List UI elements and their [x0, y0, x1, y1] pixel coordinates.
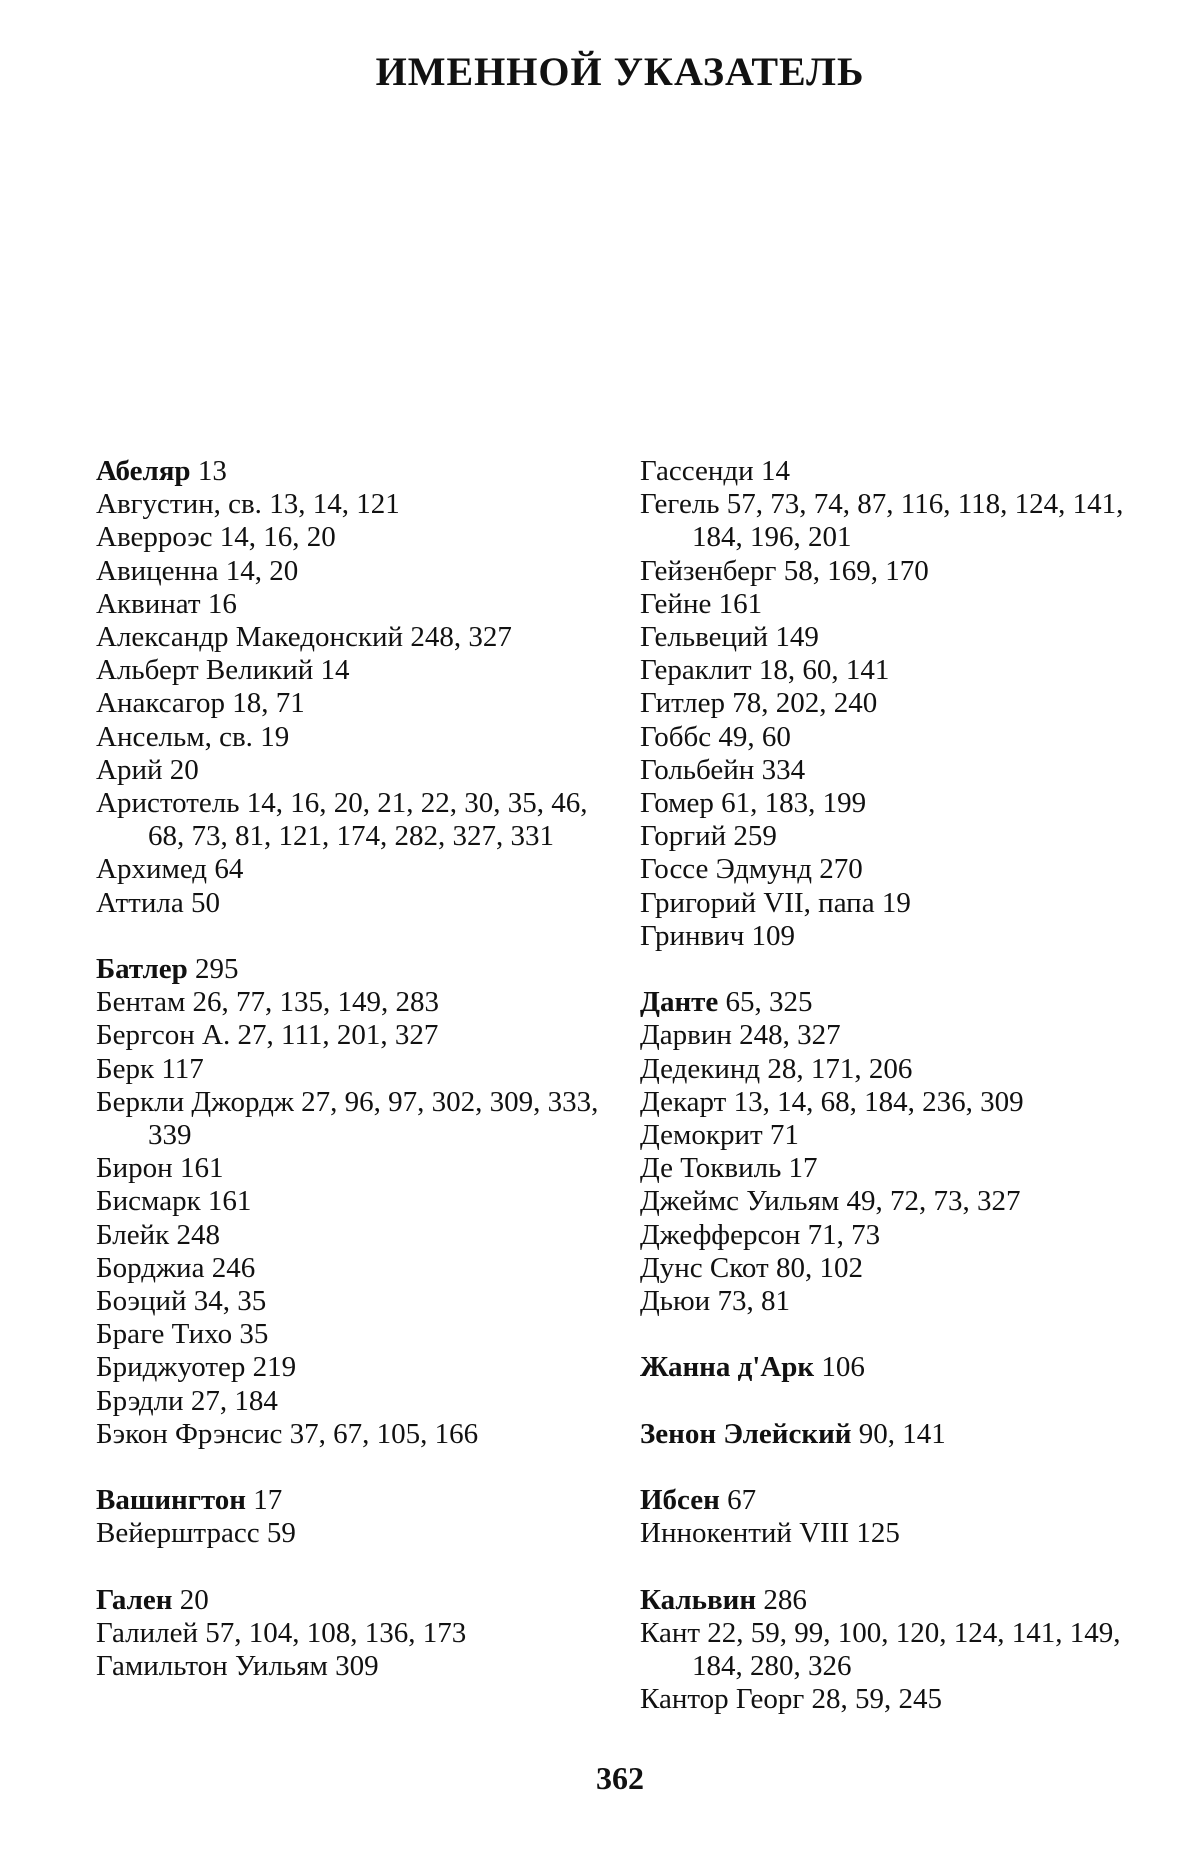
entry-page-refs: 161 [718, 587, 763, 620]
index-entry [640, 654, 1160, 687]
entry-page-refs: 49, 60 [718, 720, 791, 753]
index-entry [96, 1351, 616, 1384]
entry-page-refs: 14 [320, 654, 350, 687]
entry-page-refs: 34, 35 [193, 1285, 267, 1318]
index-entry [640, 721, 1160, 754]
entry-name: Гален [96, 1583, 173, 1616]
index-entry [96, 1219, 616, 1252]
index-entry [640, 754, 1160, 787]
index-entry [96, 1285, 616, 1318]
index-entry [96, 1019, 616, 1052]
entry-name: Джефферсон [640, 1218, 801, 1251]
entry-page-refs: 18, 71 [232, 687, 305, 720]
index-entry [96, 555, 616, 588]
entry-page-refs: 57, 104, 108, 136, 173 [205, 1617, 467, 1650]
entry-name: Кант [640, 1617, 701, 1650]
index-entry [640, 1418, 1160, 1451]
index-entry [640, 1351, 1160, 1384]
entry-name: Гераклит [640, 654, 752, 687]
index-entry [96, 787, 616, 853]
index-entry [96, 1385, 616, 1418]
entry-name: Госсе Эдмунд [640, 853, 812, 886]
entry-name: Дьюи [640, 1285, 711, 1318]
entry-name: Данте [640, 986, 719, 1019]
index-entry [96, 1185, 616, 1218]
index-entry [96, 1252, 616, 1285]
entry-page-refs: 14 [760, 455, 790, 487]
entry-page-refs: 259 [733, 820, 777, 853]
entry-page-refs: 27, 111, 201, 327 [237, 1019, 439, 1052]
entry-page-refs: 78, 202, 240 [732, 687, 878, 720]
entry-page-refs: 90, 141 [858, 1417, 946, 1450]
index-entry [640, 1119, 1160, 1152]
index-entry [96, 1053, 616, 1086]
index-entry [640, 820, 1160, 853]
entry-name: Бриджуотер [96, 1351, 246, 1384]
index-entry [640, 1484, 1160, 1517]
index-entry [640, 1517, 1160, 1550]
entry-name: Горгий [640, 820, 727, 853]
entry-page-refs: 17 [253, 1484, 283, 1517]
entry-name: Альберт Великий [96, 654, 314, 687]
letter-group-spacer [640, 1318, 1160, 1351]
index-entry [96, 1152, 616, 1185]
entry-page-refs: 27, 96, 97, 302, 309, 333, 339 [148, 1085, 599, 1152]
index-entry [640, 1219, 1160, 1252]
index-entry [640, 1019, 1160, 1052]
entry-name: Берк [96, 1052, 155, 1085]
entry-name: Бергсон А. [96, 1019, 231, 1052]
index-entry [640, 1053, 1160, 1086]
index-entry [96, 455, 616, 488]
index-entry [96, 521, 616, 554]
index-entry [96, 1617, 616, 1650]
entry-page-refs: 14, 20 [225, 554, 299, 587]
entry-page-refs: 71, 73 [807, 1218, 881, 1251]
index-entry [640, 555, 1160, 588]
index-entry [96, 1318, 616, 1351]
entry-name: Ансельм, св. [96, 720, 253, 753]
entry-name: Аристотель [96, 787, 240, 820]
index-entry [96, 1650, 616, 1683]
entry-page-refs: 13, 14, 68, 184, 236, 309 [733, 1085, 1024, 1118]
entry-name: Анаксагор [96, 687, 225, 720]
entry-name: Гитлер [640, 687, 725, 720]
entry-name: Джеймс Уильям [640, 1185, 840, 1218]
entry-name: Батлер [96, 953, 188, 986]
letter-group-spacer [96, 920, 616, 953]
entry-page-refs: 59 [266, 1517, 296, 1550]
index-entry [96, 654, 616, 687]
entry-page-refs: 65, 325 [725, 986, 813, 1019]
entry-page-refs: 248 [176, 1218, 220, 1251]
entry-page-refs: 73, 81 [717, 1285, 790, 1318]
index-entry [640, 1185, 1160, 1218]
entry-name: Ибсен [640, 1484, 720, 1517]
entry-name: Дедекинд [640, 1052, 761, 1085]
entry-page-refs: 248, 327 [739, 1019, 841, 1052]
entry-name: Дунс Скот [640, 1251, 769, 1284]
letter-group-spacer [640, 953, 1160, 986]
entry-page-refs: 13, 14, 121 [269, 488, 400, 521]
entry-page-refs: 13 [197, 455, 227, 487]
entry-page-refs: 67 [727, 1484, 757, 1517]
entry-page-refs: 16 [207, 587, 237, 620]
entry-page-refs: 248, 327 [410, 621, 512, 654]
entry-page-refs: 26, 77, 135, 149, 283 [192, 986, 440, 1019]
entry-page-refs: 18, 60, 141 [758, 654, 890, 687]
index-entry [640, 853, 1160, 886]
entry-page-refs: 61, 183, 199 [721, 787, 867, 820]
entry-page-refs: 125 [856, 1517, 900, 1550]
entry-page-refs: 58, 169, 170 [783, 554, 929, 587]
letter-group-spacer [96, 1551, 616, 1584]
entry-name: Де Токвиль [640, 1152, 782, 1185]
entry-page-refs: 161 [207, 1185, 252, 1218]
index-entry [96, 953, 616, 986]
entry-name: Декарт [640, 1085, 727, 1118]
entry-name: Гоббс [640, 720, 712, 753]
entry-page-refs: 64 [214, 853, 244, 886]
index-entry [640, 1086, 1160, 1119]
entry-name: Гассенди [640, 455, 754, 487]
page-number: 362 [596, 1760, 644, 1796]
index-entry [640, 488, 1160, 554]
index-entry [640, 1683, 1160, 1716]
entry-name: Зенон Элейский [640, 1417, 852, 1450]
entry-name: Гейне [640, 587, 712, 620]
entry-name: Кальвин [640, 1583, 757, 1616]
entry-page-refs: 37, 67, 105, 166 [289, 1417, 479, 1450]
entry-name: Вейерштрасс [96, 1517, 260, 1550]
entry-name: Бэкон Фрэнсис [96, 1417, 283, 1450]
entry-name: Григорий VII, папа [640, 886, 875, 919]
entry-page-refs: 14, 16, 20, 21, 22, 30, 35, 46, 68, 73, 81, 121, 174, 282, 327, 331 [148, 787, 588, 853]
entry-name: Беркли Джордж [96, 1085, 294, 1118]
index-entry [640, 588, 1160, 621]
index-entry [96, 887, 616, 920]
entry-name: Гамильтон Уильям [96, 1650, 328, 1683]
index-entry [640, 1152, 1160, 1185]
entry-page-refs: 50 [190, 886, 220, 919]
entry-name: Авиценна [96, 554, 219, 587]
entry-page-refs: 19 [881, 886, 911, 919]
entry-page-refs: 295 [194, 953, 239, 986]
entry-name: Бисмарк [96, 1185, 201, 1218]
entry-page-refs: 20 [179, 1583, 209, 1616]
page-title: ИМЕННОЙ УКАЗАТЕЛЬ [375, 49, 865, 94]
entry-name: Блейк [96, 1218, 170, 1251]
index-entry [640, 986, 1160, 1019]
entry-name: Гегель [640, 488, 720, 521]
entry-name: Жанна д'Арк [640, 1351, 815, 1384]
entry-name: Брэдли [96, 1384, 184, 1417]
entry-name: Гельвеций [640, 621, 769, 654]
letter-group-spacer [640, 1385, 1160, 1418]
index-entry [640, 887, 1160, 920]
index-entry [640, 920, 1160, 953]
entry-name: Демокрит [640, 1119, 763, 1152]
entry-page-refs: 19 [260, 720, 290, 753]
index-entry [96, 1517, 616, 1550]
entry-name: Абеляр [96, 455, 191, 487]
letter-group-spacer [640, 1451, 1160, 1484]
index-entry [96, 1584, 616, 1617]
index-entry [96, 588, 616, 621]
entry-name: Браге Тихо [96, 1318, 233, 1351]
entry-page-refs: 17 [788, 1152, 818, 1185]
entry-name: Аверроэс [96, 521, 213, 554]
entry-name: Галилей [96, 1617, 199, 1650]
index-entry [640, 1617, 1160, 1683]
index-entry [96, 1418, 616, 1451]
index-entry [640, 1252, 1160, 1285]
index-entry [640, 1584, 1160, 1617]
entry-page-refs: 161 [179, 1152, 224, 1185]
entry-page-refs: 109 [751, 919, 796, 952]
entry-page-refs: 80, 102 [775, 1251, 863, 1284]
index-column-right [640, 455, 1160, 1717]
letter-group-spacer [96, 1451, 616, 1484]
entry-page-refs: 334 [761, 753, 806, 786]
entry-page-refs: 14, 16, 20 [219, 521, 336, 554]
index-entry [96, 621, 616, 654]
index-entry [640, 787, 1160, 820]
entry-name: Бентам [96, 986, 186, 1019]
entry-name: Бирон [96, 1152, 173, 1185]
entry-name: Вашингтон [96, 1484, 246, 1517]
entry-name: Гейзенберг [640, 554, 777, 587]
entry-name: Гринвич [640, 919, 745, 952]
entry-name: Арий [96, 753, 163, 786]
entry-name: Аквинат [96, 587, 201, 620]
entry-page-refs: 28, 171, 206 [767, 1052, 913, 1085]
index-entry [96, 1484, 616, 1517]
entry-name: Гомер [640, 787, 714, 820]
index-entry [640, 621, 1160, 654]
index-entry [96, 754, 616, 787]
entry-page-refs: 246 [211, 1251, 256, 1284]
index-entry [96, 1086, 616, 1152]
entry-name: Архимед [96, 853, 208, 886]
entry-name: Боэций [96, 1285, 187, 1318]
entry-name: Иннокентий VIII [640, 1517, 850, 1550]
entry-page-refs: 27, 184 [190, 1384, 278, 1417]
index-entry [640, 687, 1160, 720]
entry-page-refs: 149 [775, 621, 819, 654]
index-entry [96, 853, 616, 886]
entry-page-refs: 22, 59, 99, 100, 120, 124, 141, 149, 184, 280, 326 [692, 1617, 1121, 1683]
index-entry [96, 721, 616, 754]
index-entry [96, 986, 616, 1019]
entry-page-refs: 20 [169, 753, 199, 786]
entry-page-refs: 286 [763, 1583, 807, 1616]
index-column-left [96, 455, 616, 1683]
entry-name: Августин, св. [96, 488, 262, 521]
index-entry [96, 687, 616, 720]
entry-name: Борджиа [96, 1251, 205, 1284]
entry-page-refs: 219 [252, 1351, 297, 1384]
entry-name: Дарвин [640, 1019, 732, 1052]
entry-page-refs: 57, 73, 74, 87, 116, 118, 124, 141, 184, 196, 201 [692, 488, 1124, 554]
entry-page-refs: 106 [821, 1351, 865, 1384]
entry-page-refs: 71 [769, 1119, 799, 1152]
index-entry [96, 488, 616, 521]
entry-page-refs: 270 [819, 853, 863, 886]
entry-page-refs: 117 [161, 1052, 204, 1085]
entry-name: Аттила [96, 886, 184, 919]
letter-group-spacer [640, 1551, 1160, 1584]
entry-name: Александр Македонский [96, 621, 404, 654]
index-entry [640, 1285, 1160, 1318]
entry-page-refs: 309 [335, 1650, 379, 1683]
index-entry [640, 455, 1160, 488]
entry-page-refs: 28, 59, 245 [811, 1683, 942, 1716]
entry-page-refs: 49, 72, 73, 327 [846, 1185, 1021, 1218]
entry-name: Кантор Георг [640, 1683, 805, 1716]
entry-name: Гольбейн [640, 753, 755, 786]
entry-page-refs: 35 [239, 1318, 269, 1351]
